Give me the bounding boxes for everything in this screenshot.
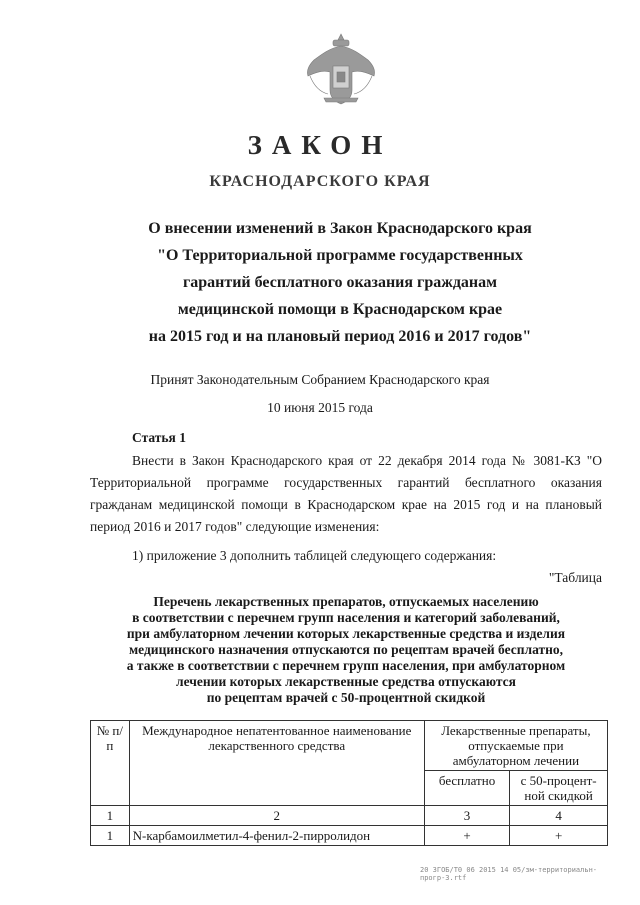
table-cell: N-карбамоилметил-4-фенил-2-пирролидон <box>129 826 424 846</box>
title-line: "О Территориальной программе государственных <box>157 247 523 264</box>
table-cell: 1 <box>91 806 130 826</box>
table-cell: 3 <box>424 806 509 826</box>
table-index-row <box>91 806 608 826</box>
coat-of-arms-emblem <box>300 32 382 106</box>
header-drug-name: Международное непатентованное наименование лекарственного средства <box>129 721 424 806</box>
heading-line: а также в соответствии с перечнем групп населения, при амбулаторном <box>126 658 566 673</box>
heading-line: по рецептам врачей с 50-процентной скидкой <box>206 690 486 705</box>
table-row <box>91 826 608 846</box>
adoption-note: Принят Законодательным Собранием Краснодарского края <box>150 372 490 387</box>
table-cell: 2 <box>129 806 424 826</box>
table-header-row <box>91 721 608 771</box>
header-discount: с 50-процент-ной скидкой <box>510 771 608 806</box>
header-dispense-group: Лекарственные препараты, отпускаемые при амбулаторном лечении <box>424 721 607 771</box>
table-cell: + <box>424 826 509 846</box>
adoption-date: 10 июня 2015 года <box>267 400 373 415</box>
article-subparagraph: 1) приложение 3 дополнить таблицей следующего содержания: <box>132 548 497 563</box>
article-heading: Статья 1 <box>132 430 186 445</box>
header-number: № п/п <box>91 721 130 806</box>
heading-line: лечении которых лекарственные средства отпускаются <box>176 674 516 689</box>
header-free: бесплатно <box>424 771 509 806</box>
table-heading <box>90 594 602 706</box>
article-paragraph: Внести в Закон Краснодарского края от 22 декабря 2014 года № 3081-КЗ "О Территориальной программе государственных гарантий бесплатного оказания гражданам медицинской помощи в Краснодарском крае на 2015 год и на плановый период 2016 и 2017 годов" следующие изменения: <box>90 453 602 534</box>
title-line: на 2015 год и на плановый период 2016 и 2017 годов" <box>148 328 532 345</box>
region-title: КРАСНОДАРСКОГО КРАЯ <box>209 173 431 190</box>
table-cell: 4 <box>510 806 608 826</box>
title-line: О внесении изменений в Закон Краснодарского края <box>148 220 532 237</box>
table-cell: + <box>510 826 608 846</box>
drugs-table <box>90 720 608 846</box>
heading-line: при амбулаторном лечении которых лекарственные средства и изделия <box>126 626 566 641</box>
title-line: гарантий бесплатного оказания гражданам <box>182 274 498 291</box>
law-subject-title <box>120 215 560 350</box>
law-title: ЗАКОН <box>247 130 393 160</box>
title-line: медицинской помощи в Краснодарском крае <box>177 301 503 318</box>
heading-line: Перечень лекарственных препаратов, отпускаемых населению <box>153 594 539 609</box>
heading-line: медицинского назначения отпускаются по рецептам врачей бесплатно, <box>128 642 564 657</box>
table-label: "Таблица <box>548 570 602 585</box>
heading-line: в соответствии с перечнем групп населения и категорий заболеваний, <box>132 610 560 625</box>
table-cell: 1 <box>91 826 130 846</box>
document-footer: 20 ЗГОБ/Т0 06 2015 14 05/зм-территориальн-прогр-3.rtf <box>420 866 598 882</box>
